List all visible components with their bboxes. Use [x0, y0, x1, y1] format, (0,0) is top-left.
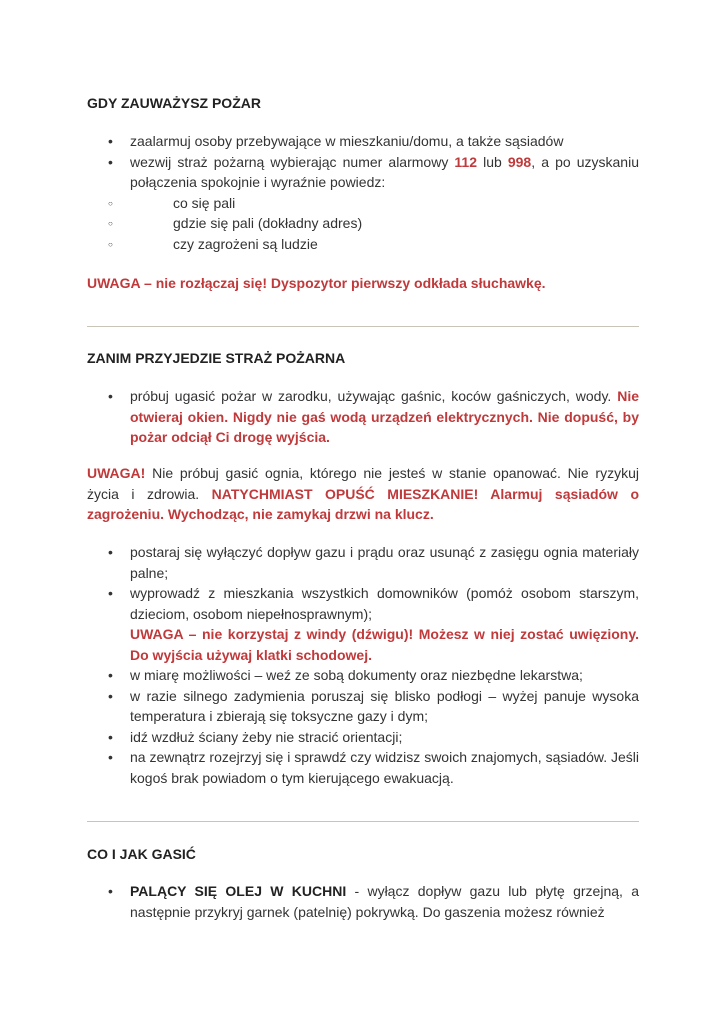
- list-item-text: , a po uzyskaniu połączenia spokojnie i wyraźnie powiedz:: [130, 153, 639, 190]
- sub-list-item-text: co się pali: [173, 194, 236, 211]
- list-item-text: wezwij straż pożarną wybierając numer alarmowy: [130, 153, 455, 170]
- warning-text: NATYCHMIAST OPUŚĆ MIESZKANIE! Alarmuj sąsiadów o zagrożeniu. Wychodząc, nie zamykaj drzwi na klucz.: [87, 485, 639, 522]
- sub-list: [87, 193, 639, 255]
- list-item: [87, 665, 639, 686]
- list-item-text: wyprowadź z mieszkania wszystkich domowników (pomóż osobom starszym, dzieciom, osobom niepełnosprawnym);: [130, 585, 639, 622]
- warning-paragraph: [87, 463, 639, 525]
- sub-list-item: [87, 213, 639, 234]
- warning-text: UWAGA – nie rozłączaj się! Dyspozytor pierwszy odkłada słuchawkę.: [87, 275, 546, 291]
- list-item: [87, 542, 639, 583]
- list-item-text: idź wzdłuż ściany żeby nie stracić orientacji;: [130, 728, 403, 745]
- bullet-list: [87, 386, 639, 448]
- section-heading-fire-noticed: GDY ZAUWAŻYSZ POŻAR: [87, 95, 261, 111]
- list-item: [87, 727, 639, 748]
- list-item-text: - wyłącz dopływ gazu lub płytę grzejną, a następnie przykryj garnek (patelnię) pokrywką. Do gaszenia możesz również: [130, 883, 639, 920]
- bullet-list: [87, 881, 639, 922]
- list-item-text: próbuj ugasić pożar w zarodku, używając gaśnic, koców gaśniczych, wody.: [130, 388, 618, 404]
- list-item: [87, 152, 639, 255]
- sub-list-item: [87, 234, 639, 255]
- list-item: [87, 131, 639, 152]
- bullet-list: [87, 131, 639, 254]
- list-item-text: w miarę możliwości – weź ze sobą dokumenty oraz niezbędne lekarstwa;: [130, 667, 583, 683]
- list-item-text: lub: [477, 153, 508, 170]
- list-item-text: w razie silnego zadymienia poruszaj się blisko podłogi – wyżej panuje wysoka temperatura i zbierają się toksyczne gazy i dym;: [130, 687, 639, 724]
- list-item-text: zaalarmuj osoby przebywające w mieszkaniu/domu, a także sąsiadów: [130, 133, 564, 149]
- list-item: [87, 386, 639, 448]
- list-item: [87, 881, 639, 922]
- divider: [87, 326, 639, 327]
- sub-list-item: [87, 193, 639, 214]
- emergency-number: 112: [454, 153, 477, 170]
- warning-text: UWAGA – nie korzystaj z windy (dźwigu)! Możesz w niej zostać uwięziony. Do wyjścia używaj klatki schodowej.: [130, 626, 639, 663]
- list-item-text: postaraj się wyłączyć dopływ gazu i prądu oraz usunąć z zasięgu ognia materiały palne;: [130, 544, 639, 581]
- item-label: PALĄCY SIĘ OLEJ W KUCHNI: [130, 883, 347, 899]
- warning-label: UWAGA!: [87, 465, 146, 481]
- divider: [87, 821, 639, 822]
- sub-list-item-text: czy zagrożeni są ludzie: [173, 235, 318, 252]
- list-item: [87, 686, 639, 727]
- section-heading-before-fire-brigade: ZANIM PRZYJEDZIE STRAŻ POŻARNA: [87, 350, 346, 366]
- bullet-list: [87, 542, 639, 788]
- list-item: [87, 583, 639, 665]
- list-item: [87, 747, 639, 788]
- emergency-number: 998: [507, 153, 532, 170]
- section-heading-what-to-extinguish: CO I JAK GASIĆ: [87, 846, 196, 862]
- paragraph-text: Nie próbuj gasić ognia, którego nie jesteś w stanie opanować. Nie ryzykuj życia i zdrowia.: [87, 465, 639, 502]
- sub-list-item-text: gdzie się pali (dokładny adres): [173, 215, 363, 231]
- warning-text: Nie otwieraj okien. Nigdy nie gaś wodą urządzeń elektrycznych. Nie dopuść, by pożar odciął Ci drogę wyjścia.: [130, 388, 639, 445]
- list-item-text: na zewnątrz rozejrzyj się i sprawdź czy widzisz swoich znajomych, sąsiadów. Jeśli kogoś brak powiadom o tym kierującego ewakuacją.: [130, 749, 639, 786]
